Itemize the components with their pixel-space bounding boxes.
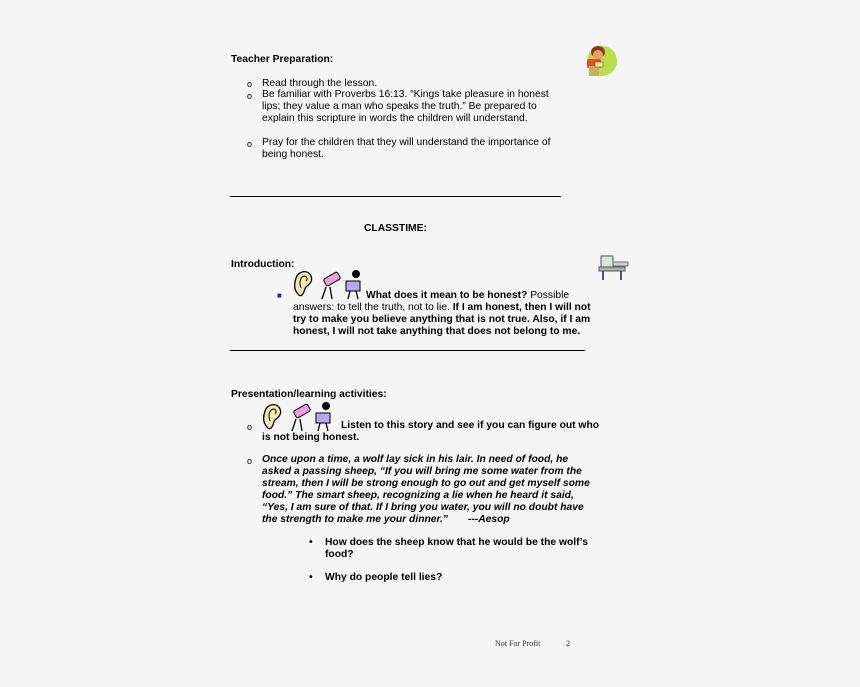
children-talking-icon	[318, 269, 364, 301]
ear-icon	[261, 401, 283, 431]
teacher-reading-icon	[582, 42, 618, 80]
school-desk-icon	[596, 253, 632, 281]
divider	[230, 196, 561, 197]
listen-instruction-cont: is not being honest.	[262, 432, 360, 443]
classtime-heading: CLASSTIME:	[364, 223, 427, 234]
question-1: How does the sheep know that he would be the wolf’s food?	[325, 537, 588, 560]
ear-icon	[292, 268, 314, 298]
divider	[230, 350, 585, 351]
presentation-heading: Presentation/learning activities:	[231, 389, 387, 400]
aesop-story: Once upon a time, a wolf lay sick in his lair. In need of food, he asked a passing sheep, “If you will bring me some water from the stream, then I will be strong enough to go out and get myself some food.” The smart sheep, recognizing a lie when he heard it said, “Yes, I am sure of that. If I bring you water, you will no doubt have the strength to make me your dinner.” ---Aesop	[262, 454, 590, 525]
bullet-circle: o	[247, 79, 253, 89]
children-talking-icon	[288, 401, 334, 433]
footer-text: Not For Profit	[495, 639, 541, 648]
round-bullet: •	[309, 537, 313, 548]
prep-item-3: Pray for the children that they will understand the importance of being honest.	[262, 137, 551, 160]
intro-question-line1: What does it mean to be honest? Possible	[366, 290, 570, 301]
page-number: 2	[566, 639, 570, 648]
introduction-heading: Introduction:	[231, 259, 295, 270]
prep-item-1: Read through the lesson.	[262, 78, 378, 89]
square-bullet: ■	[277, 291, 282, 300]
teacher-prep-heading: Teacher Preparation:	[231, 54, 334, 65]
question-2: Why do people tell lies?	[325, 572, 443, 583]
prep-item-2: Be familiar with Proverbs 16:13. “Kings take pleasure in honest lips; they value a man who speaks the truth.” Be prepared to explain this scripture in words the children will understand.	[262, 89, 549, 124]
bullet-circle: o	[247, 422, 253, 432]
intro-answer: answers: to tell the truth, not to lie. If I am honest, then I will not try to make you believe anything that is not true. Also, if I am honest, I will not take anything that does not belong to me.	[293, 302, 591, 337]
round-bullet: •	[309, 572, 313, 583]
story-author: ---Aesop	[467, 514, 510, 525]
bullet-circle: o	[247, 456, 253, 466]
bullet-circle: o	[247, 139, 253, 149]
listen-instruction: Listen to this story and see if you can figure out who	[341, 420, 600, 431]
bullet-circle: o	[247, 91, 253, 101]
